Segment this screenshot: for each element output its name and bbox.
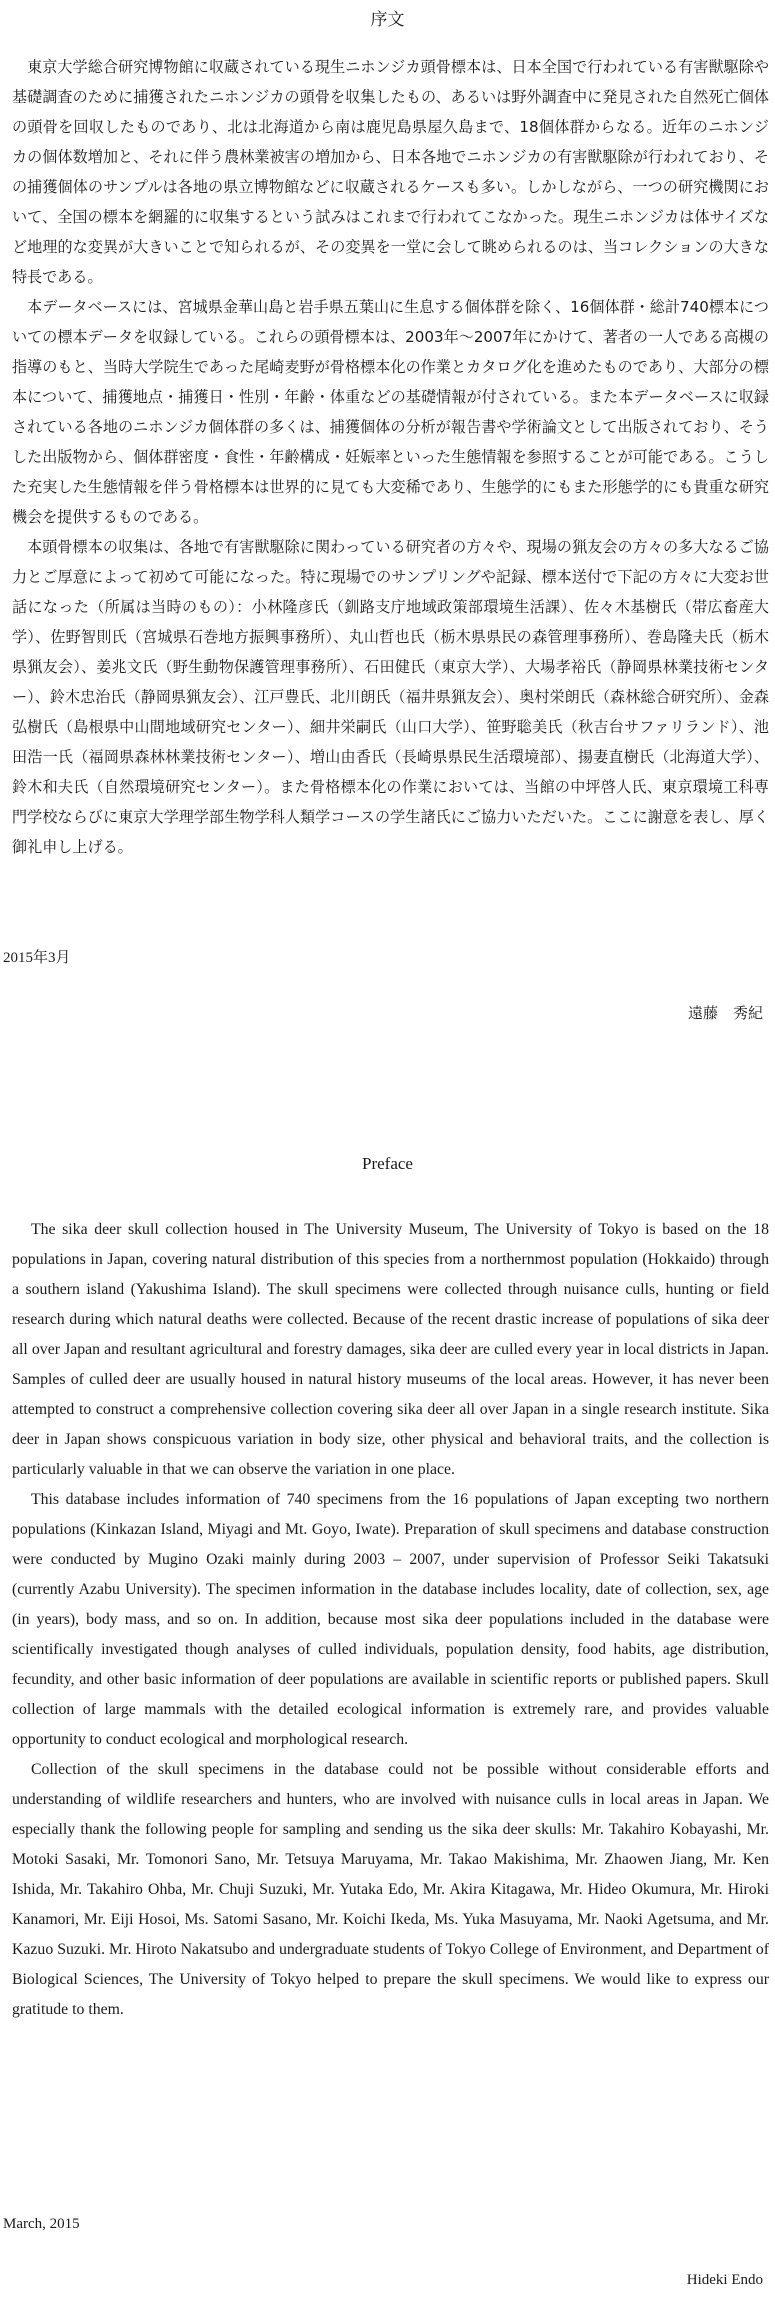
japanese-body <box>12 52 769 862</box>
english-paragraph-2: This database includes information of 740 specimens from the 16 populations of Japan excepting two northern populations (Kinkazan Island, Miyagi and Mt. Goyo, Iwate). Preparation of skull specimens and database construction were conducted by Mugino Ozaki mainly during 2003 – 2007, under supervision of Professor Seiki Takatsuki (currently Azabu University). The specimen information in the database includes locality, date of collection, sex, age (in years), body mass, and so on. In addition, because most sika deer populations included in the database were scientifically investigated though analyses of culled individuals, population density, food habits, age distribution, fecundity, and other basic information of deer populations are available in scientific reports or published papers. Skull collection of large mammals with the detailed ecological information is extremely rare, and provides valuable opportunity to conduct ecological and morphological research. <box>12 1491 769 1748</box>
japanese-date: 2015年3月 <box>3 950 71 966</box>
english-paragraph-3: Collection of the skull specimens in the database could not be possible without considerable efforts and understanding of wildlife researchers and hunters, who are involved with nuisance culls in local areas in Japan. We especially thank the following people for sampling and sending us the sika deer skulls: Mr. Takahiro Kobayashi, Mr. Motoki Sasaki, Mr. Tomonori Sano, Mr. Tetsuya Maruyama, Mr. Takao Makishima, Mr. Zhaowen Jiang, Mr. Ken Ishida, Mr. Takahiro Ohba, Mr. Chuji Suzuki, Mr. Yutaka Edo, Mr. Akira Kitagawa, Mr. Hideo Okumura, Mr. Hiroki Kanamori, Mr. Eiji Hosoi, Ms. Satomi Sasano, Mr. Koichi Ikeda, Ms. Yuka Masuyama, Mr. Naoki Agetsuma, and Mr. Kazuo Suzuki. Mr. Hiroto Nakatsubo and undergraduate students of Tokyo College of Environment, and Department of Biological Sciences, The University of Tokyo helped to prepare the skull specimens. We would like to express our gratitude to them. <box>12 1761 769 2018</box>
japanese-author: 遠藤 秀紀 <box>687 1004 763 1022</box>
japanese-paragraph-3: 本頭骨標本の収集は、各地で有害獣駆除に関わっている研究者の方々や、現場の猟友会の方々の多大なるご協力とご厚意によって初めて可能になった。特に現場でのサンプリングや記録、標本送付で下記の方々に大変お世話になった（所属は当時のもの）：小林隆彦氏（釧路支庁地域政策部環境生活課）、佐々木基樹氏（帯広畜産大学）、佐野智則氏（宮城県石巻地方振興事務所）、丸山哲也氏（栃木県県民の森管理事務所）、巻島隆夫氏（栃木県猟友会）、姜兆文氏（野生動物保護管理事務所）、石田健氏（東京大学）、大場孝裕氏（静岡県林業技術センター）、鈴木忠治氏（静岡県猟友会）、江戸豊氏、北川朗氏（福井県猟友会）、奥村栄朗氏（森林総合研究所）、金森弘樹氏（島根県中山間地域研究センター）、細井栄嗣氏（山口大学）、笹野聡美氏（秋吉台サファリランド）、池田浩一氏（福岡県森林林業技術センター）、増山由香氏（長崎県県民生活環境部）、揚妻直樹氏（北海道大学）、鈴木和夫氏（自然環境研究センター）。また骨格標本化の作業においては、当館の中坪啓人氏、東京環境工科専門学校ならびに東京大学理学部生物学科人類学コースの学生諸氏にご協力いただいた。ここに謝意を表し、厚く御礼申し上げる。 <box>12 538 769 856</box>
japanese-title: 序文 <box>370 10 405 29</box>
english-date: March, 2015 <box>3 2216 80 2232</box>
japanese-paragraph-1: 東京大学総合研究博物館に収蔵されている現生ニホンジカ頭骨標本は、日本全国で行われている有害獣駆除や基礎調査のために捕獲されたニホンジカの頭骨を収集したもの、あるいは野外調査中に発見された自然死亡個体の頭骨を回収したものであり、北は北海道から南は鹿児島県屋久島まで、18個体群からなる。近年のニホンジカの個体数増加と、それに伴う農林業被害の増加から、日本各地でニホンジカの有害獣駆除が行われており、その捕獲個体のサンプルは各地の県立博物館などに収蔵されるケースも多い。しかしながら、一つの研究機関において、全国の標本を網羅的に収集するという試みはこれまで行われてこなかった。現生ニホンジカは体サイズなど地理的な変異が大きいことで知られるが、その変異を一堂に会して眺められるのは、当コレクションの大きな特長である。 <box>12 58 769 286</box>
english-author: Hideki Endo <box>686 2272 763 2288</box>
english-paragraph-1: The sika deer skull collection housed in The University Museum, The University of Tokyo is based on the 18 populations in Japan, covering natural distribution of this species from a northernmost population (Hokkaido) through a southern island (Yakushima Island). The skull specimens were collected through nuisance culls, hunting or field research during which natural deaths were collected. Because of the recent drastic increase of populations of sika deer all over Japan and resultant agricultural and forestry damages, sika deer are culled every year in local districts in Japan. Samples of culled deer are usually housed in natural history museums of the local areas. However, it has never been attempted to construct a comprehensive collection covering sika deer all over Japan in a single research institute. Sika deer in Japan shows conspicuous variation in body size, other physical and behavioral traits, and the collection is particularly valuable in that we can observe the variation in one place. <box>12 1221 769 1478</box>
english-title: Preface <box>362 1154 413 1173</box>
english-body <box>12 1215 769 2025</box>
japanese-paragraph-2: 本データベースには、宮城県金華山島と岩手県五葉山に生息する個体群を除く、16個体群・総計740標本についての標本データを収録している。これらの頭骨標本は、2003年〜2007年にかけて、著者の一人である高槻の指導のもと、当時大学院生であった尾崎麦野が骨格標本化の作業とカタログ化を進めたものであり、大部分の標本について、捕獲地点・捕獲日・性別・年齢・体重などの基礎情報が付されている。また本データベースに収録されている各地のニホンジカ個体群の多くは、捕獲個体の分析が報告書や学術論文として出版されており、そうした出版物から、個体群密度・食性・年齢構成・妊娠率といった生態情報を参照することが可能である。こうした充実した生態情報を伴う骨格標本は世界的に見ても大変稀であり、生態学的にもまた形態学的にも貴重な研究機会を提供するものである。 <box>12 298 769 526</box>
